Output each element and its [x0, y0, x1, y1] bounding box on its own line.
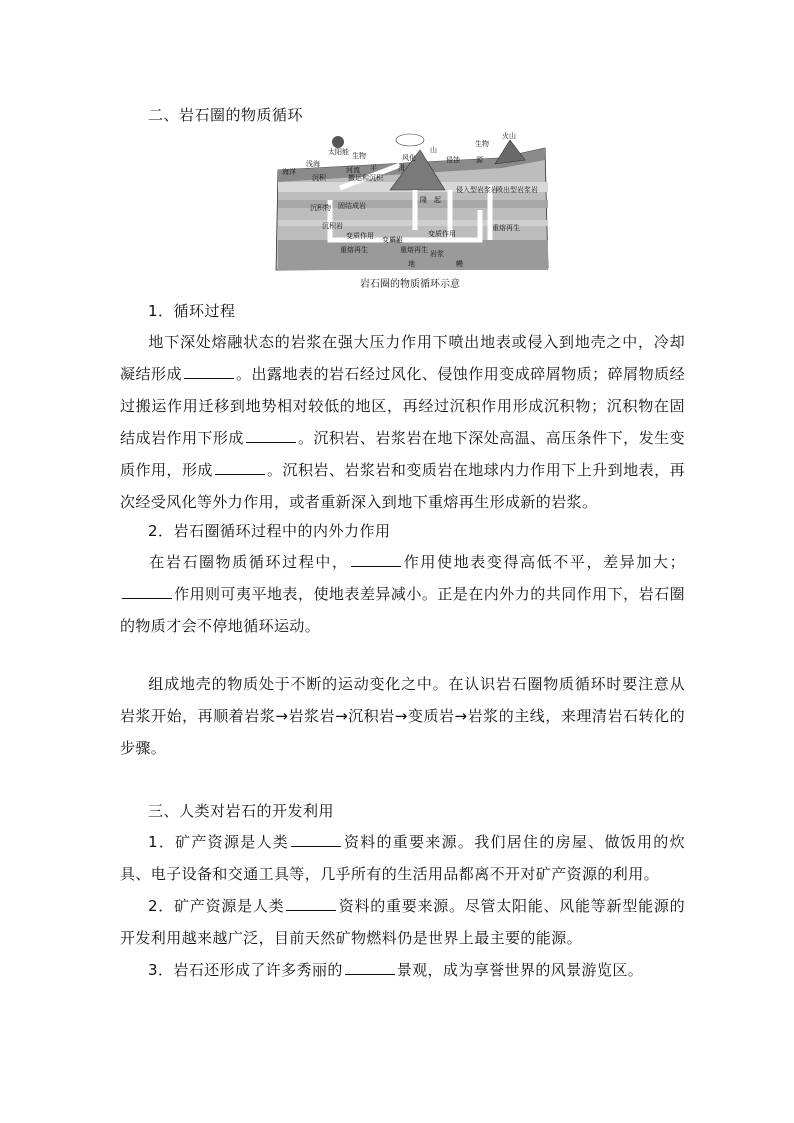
sub1-title: 1．循环过程 — [148, 302, 236, 320]
sub2-text-a: 在岩石圈物质循环过程中， — [148, 553, 349, 571]
label-bio1: 生物 — [352, 152, 366, 160]
label-extrusive: 喷出型岩浆岩 — [496, 186, 538, 194]
sub1-text-b: 。出露地表的岩石经过风化、侵蚀作用变成碎屑物质；碎屑物质经过搬运作用迁移到地势相对较低的地区，再经过沉积作用形成沉积物；沉积物在固结成岩作用下形成 — [120, 365, 685, 447]
label-mantle1: 地 — [408, 260, 415, 268]
blank-external[interactable] — [122, 584, 172, 599]
label-remelt2: 重熔再生 — [400, 246, 428, 254]
label-source: 源 — [476, 156, 483, 164]
blank-production[interactable] — [286, 896, 336, 911]
label-deposit: 沉积 — [312, 174, 326, 182]
note-text: 组成地壳的物质处于不断的运动变化之中。在认识岩石圈物质循环时要注意从岩浆开始，再顺着岩浆→岩浆岩→沉积岩→变质岩→岩浆的主线，来理清岩石转化的步骤。 — [120, 675, 685, 757]
label-shallow: 浅海 — [306, 160, 320, 168]
section3-item1 — [120, 826, 685, 890]
item3-text-b: 景观，成为享誉世界的风景游览区。 — [396, 961, 644, 979]
section3-item3 — [120, 954, 685, 986]
label-remelt3: 重熔再生 — [492, 224, 520, 232]
sub2-text-b: 作用使地表变得高低不平，差异加大； — [402, 553, 685, 571]
label-compact: 固结成岩 — [338, 202, 366, 210]
item2-text-a: 2．矿产资源是人类 — [148, 897, 285, 915]
label-ocean: 海洋 — [282, 168, 296, 176]
item1-text-a: 1．矿产资源是人类 — [148, 833, 290, 851]
label-meta-action: 变质作用 — [346, 232, 374, 240]
label-meta-action2: 变质作用 — [428, 230, 456, 238]
label-sed-rock: 沉积岩 — [322, 222, 343, 230]
blank-metamorphic[interactable] — [215, 460, 265, 475]
sub1-text-c: 。沉积岩、岩浆岩在地下深处高温、高压条件下，发生变质作用，形成 — [120, 429, 685, 479]
blank-natural[interactable] — [345, 960, 395, 975]
item2-text-b: 资料的重要来源。尽管太阳能、风能等新型能源的开发利用越来越广泛，目前天然矿物燃料仍是世界上最主要的能源。 — [120, 897, 685, 947]
section3-item2 — [120, 890, 685, 954]
label-weathering: 风化 — [402, 154, 416, 162]
label-uplift2: 起 — [434, 196, 441, 204]
label-mountain: 山 — [430, 146, 437, 154]
sub1-text-a: 地下深处熔融状态的岩浆在强大压力作用下喷出地表或侵入到地壳之中，冷却凝结形成 — [120, 333, 685, 383]
sub1-paragraph — [120, 326, 685, 518]
label-slide: 滑 — [398, 164, 405, 172]
label-mantle2: 幔 — [456, 260, 463, 268]
label-remelt: 重熔再生 — [340, 246, 368, 254]
label-uplift1: 隆 — [420, 196, 427, 204]
blank-igneous[interactable] — [184, 364, 234, 379]
label-transport: 搬运和沉积 — [348, 174, 383, 182]
label-bio2: 生物 — [475, 140, 489, 148]
blank-living[interactable] — [291, 832, 341, 847]
label-magma: 岩浆 — [430, 250, 444, 258]
item3-text-a: 3．岩石还形成了许多秀丽的 — [148, 961, 343, 979]
figure-caption: 岩石圈的物质循环示意 — [360, 279, 460, 290]
label-sun: 太阳能 — [328, 148, 349, 156]
label-meta-rock: 变质岩 — [382, 236, 403, 244]
label-sediment: 沉积物 — [310, 204, 331, 212]
label-erosion: 侵蚀 — [446, 156, 460, 164]
sub1-text-d: 。沉积岩、岩浆岩和变质岩在地球内力作用下上升到地表，再次经受风化等外力作用，或者重新深入到地下重熔再生形成新的岩浆。 — [120, 461, 685, 511]
label-intrusive: 侵入型岩浆岩 — [456, 186, 498, 194]
sub2-paragraph — [120, 546, 685, 642]
section3-heading: 三、人类对岩石的开发利用 — [148, 802, 335, 820]
section2-heading: 二、岩石圈的物质循环 — [148, 106, 304, 124]
label-volcano: 火山 — [502, 132, 516, 140]
sub2-text-c: 作用则可夷平地表，使地表差异减小。正是在内外力的共同作用下，岩石圈的物质才会不停地循环运动。 — [120, 585, 685, 635]
rock-cycle-figure — [270, 130, 550, 273]
blank-sedimentary[interactable] — [246, 428, 296, 443]
blank-internal[interactable] — [351, 552, 401, 567]
note-paragraph — [120, 668, 685, 764]
item1-text-b: 资料的重要来源。我们居住的房屋、做饭用的炊具、电子设备和交通工具等，几乎所有的生活用品都离不开对矿产资源的利用。 — [120, 833, 685, 883]
label-river: 河流 — [346, 166, 360, 174]
sub2-title: 2．岩石圈循环过程中的内外力作用 — [148, 522, 391, 540]
label-flat: 平 — [370, 164, 377, 172]
